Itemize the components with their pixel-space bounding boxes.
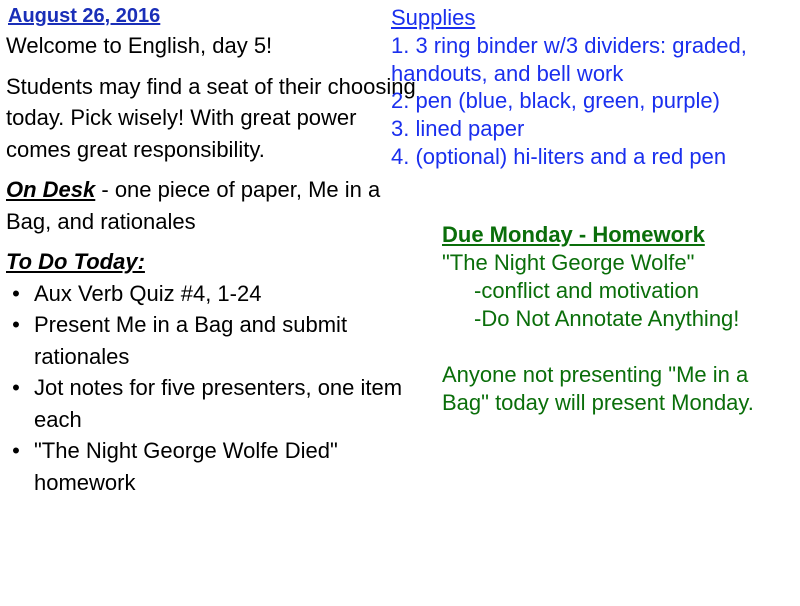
todo-item-text: Jot notes for five presenters, one item each bbox=[34, 375, 403, 432]
todo-item-text: Aux Verb Quiz #4, 1-24 bbox=[34, 280, 262, 306]
supplies-title: Supplies bbox=[391, 5, 476, 30]
todo-item-text: "The Night George Wolfe Died" homework bbox=[34, 438, 338, 495]
on-desk-label: On Desk bbox=[6, 177, 96, 202]
spacer bbox=[442, 333, 792, 361]
agenda-column bbox=[6, 30, 416, 498]
seating-paragraph: Students may find a seat of their choosing today. Pick wisely! With great power comes great responsibility. bbox=[6, 73, 416, 162]
due-story: "The Night George Wolfe" bbox=[442, 250, 695, 275]
list-item bbox=[6, 309, 416, 372]
due-subitem: -Do Not Annotate Anything! bbox=[474, 306, 740, 331]
bullet-icon: • bbox=[12, 280, 20, 306]
bullet-icon: • bbox=[12, 438, 20, 463]
todo-label: To Do Today: bbox=[6, 249, 145, 274]
list-item bbox=[6, 372, 416, 435]
page-title: August 26, 2016 bbox=[8, 5, 161, 27]
supply-item: 3. lined paper bbox=[391, 116, 525, 142]
due-title: Due Monday - Homework bbox=[442, 222, 705, 247]
list-item bbox=[6, 435, 416, 498]
todo-item-text: Present Me in a Bag and submit rationales bbox=[34, 312, 348, 369]
supply-item: 2. pen (blue, black, green, purple) bbox=[391, 88, 720, 114]
list-item bbox=[6, 278, 416, 310]
bullet-icon: • bbox=[12, 312, 20, 337]
todo-list bbox=[6, 278, 416, 499]
on-desk-text: - one piece of paper, Me in a Bag, and rationales bbox=[6, 177, 381, 234]
supply-item: 4. (optional) hi-liters and a red pen bbox=[391, 143, 727, 169]
due-note: Anyone not presenting "Me in a Bag" today will present Monday. bbox=[442, 362, 754, 415]
welcome-text: Welcome to English, day 5! bbox=[6, 33, 273, 58]
due-subitem: -conflict and motivation bbox=[474, 278, 699, 303]
on-desk-line bbox=[6, 174, 416, 237]
due-monday-section bbox=[442, 221, 792, 417]
supply-item: 1. 3 ring binder w/3 dividers: graded, handouts, and bell work bbox=[391, 32, 747, 86]
bullet-icon: • bbox=[12, 375, 20, 400]
todo-heading bbox=[6, 246, 416, 278]
supplies-section bbox=[391, 4, 796, 171]
